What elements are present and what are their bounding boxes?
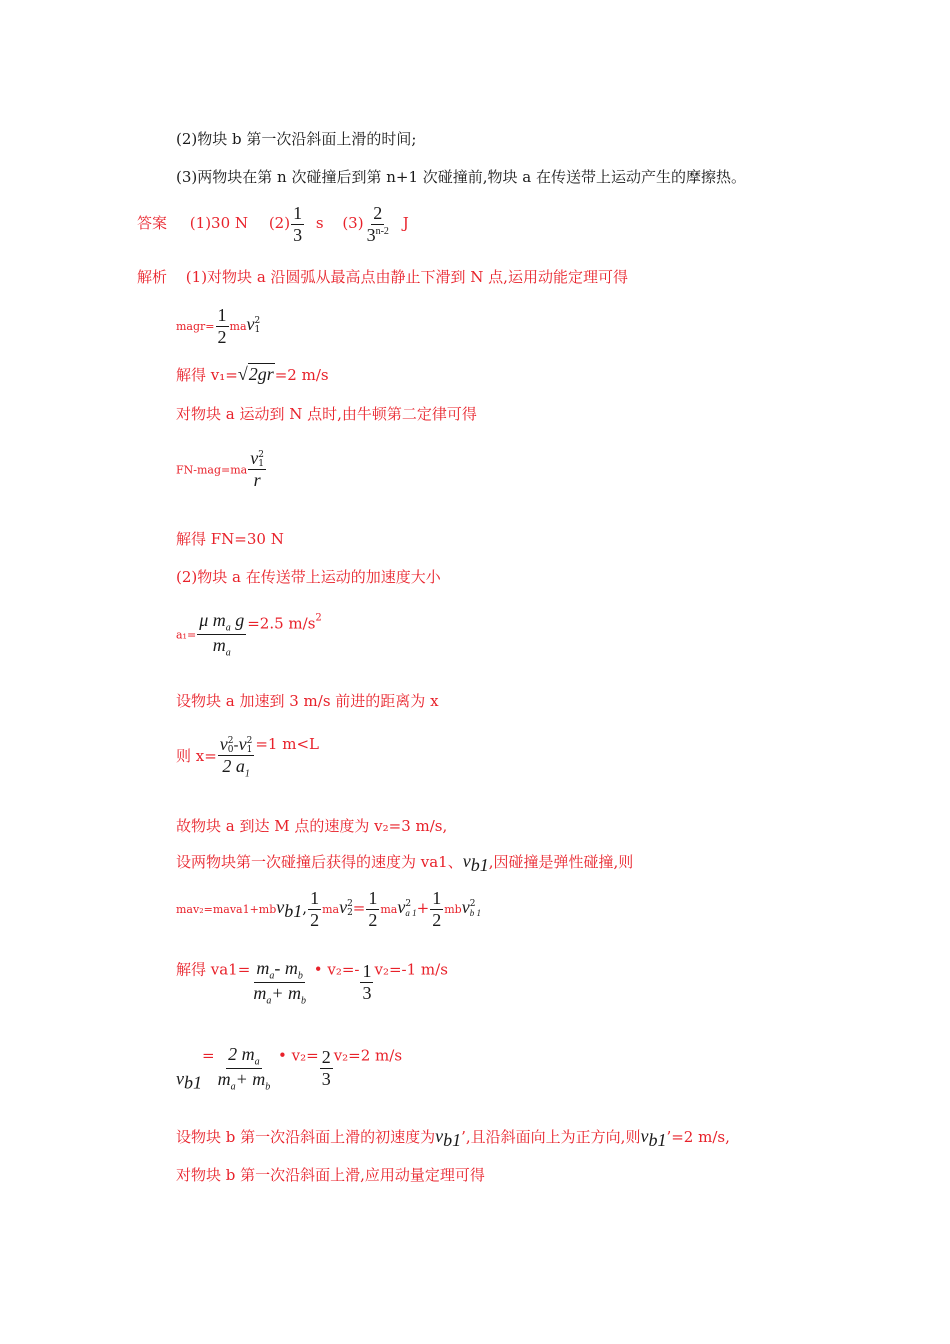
answer-label: 答案	[137, 214, 168, 233]
analysis-label: 解析	[137, 268, 168, 286]
analysis-line-initial-velocity: 设物块 b 第一次沿斜面上滑的初速度为$v_{b1}$’,且沿斜面向上为正方向,则$v_{b1}’=2$ m/s,	[176, 1126, 730, 1150]
analysis-line-fn: 解得 FN=30 N	[176, 530, 284, 548]
answer-part-3-prefix: (3)	[342, 214, 364, 233]
question-2: (2)物块 b 第一次沿斜面上滑的时间;	[176, 130, 417, 148]
question-3: (3)两物块在第 n 次碰撞后到第 n+1 次碰撞前,物块 a 在传送带上运动产生的摩擦热。	[176, 168, 747, 186]
analysis-line-newton: 对物块 a 运动到 N 点时,由牛顿第二定律可得	[176, 405, 477, 423]
analysis-text-1: (1)对物块 a 沿圆弧从最高点由静止下滑到 N 点,运用动能定理可得	[185, 268, 628, 286]
answer-part-2-prefix: (2)	[268, 214, 291, 233]
analysis-line-part2: (2)物块 a 在传送带上运动的加速度大小	[176, 568, 441, 586]
answer-part-3-unit: J	[402, 214, 409, 233]
answer-part-3-fraction: $\frac{2}{3^{n-2}}$	[366, 203, 389, 245]
analysis-line-v2: 故物块 a 到达 M 点的速度为 v₂=3 m/s,	[176, 817, 448, 835]
answer-part-1: (1)30 N	[189, 214, 249, 233]
equation-newton: FN-mag=ma v 2 1 r	[176, 448, 264, 490]
answer-part-2-fraction: $\frac{1}{3}$	[293, 203, 303, 245]
equation-va1: 解得 va1= $\frac{m_a- m_b}{m_a+ m_b}$ • v₂=- $\frac{1}{3}$ v₂=-1 m/s	[176, 958, 448, 1007]
equation-acceleration: a₁= $\frac{\mu m_a g}{m_a}$ =2.5 $m/s^2$	[176, 610, 322, 659]
analysis-line-v1: 解得 v₁=√2gr=2 m/s	[176, 364, 329, 384]
analysis-line-collision: 设两物块第一次碰撞后获得的速度为 va1、$v_{b1}$,因碰撞是弹性碰撞,则	[176, 851, 634, 875]
answer-line	[137, 203, 409, 245]
equation-momentum-energy: mav₂=mava1+mbv$_{b1}$, $\frac{1}{2}$ mav 2 2 = $\frac{1}{2}$ mav 2 a 1 + $\frac{1}{2}$ mbv 2 b 1	[176, 888, 481, 930]
answer-part-2-unit: s	[315, 214, 324, 233]
equation-vb1: $v_{b1}=$ $\frac{2 m_a}{m_a+ m_b}$ • v₂= $\frac{2}{3}$ v₂=2 m/s	[176, 1044, 403, 1093]
analysis-line-impulse: 对物块 b 第一次沿斜面上滑,应用动量定理可得	[176, 1166, 485, 1184]
analysis-line-distance: 设物块 a 加速到 3 m/s 前进的距离为 x	[176, 692, 439, 710]
equation-kinetic-energy: magr= $\frac{1}{2}$ mav 2 1	[176, 305, 261, 347]
analysis-line-1	[137, 266, 628, 287]
equation-distance: 则 x= v 2 0 -v 2 1 2 $a_1$ =1 m<L	[176, 734, 319, 780]
